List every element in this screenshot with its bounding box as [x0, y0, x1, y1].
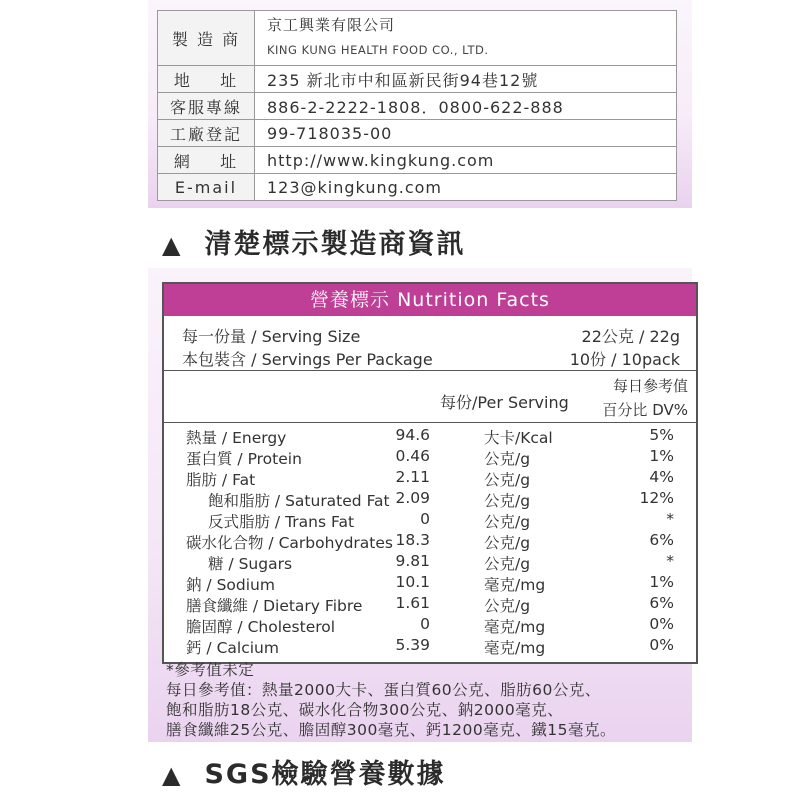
nutrient-unit: 公克/g: [484, 597, 531, 615]
nutrient-row-carbohydrates: [164, 531, 696, 552]
daily-value-header: [602, 374, 688, 422]
nutrient-name: 鈉 / Sodium: [186, 576, 275, 594]
nutrient-row-calcium: [164, 636, 696, 657]
nutrient-dv: 0%: [649, 636, 674, 654]
footnote-line: *參考值未定: [166, 661, 255, 679]
address-value: 235 新北市中和區新民街94巷12號: [255, 66, 677, 93]
nutrient-name: 脂肪 / Fat: [186, 471, 256, 489]
serving-size-label: 每一份量 / Serving Size: [182, 327, 361, 346]
nutrient-dv: 0%: [649, 615, 674, 633]
nutrient-name: 膽固醇 / Cholesterol: [186, 618, 336, 636]
triangle-icon: ▲: [162, 231, 183, 259]
address-label: 地 址: [158, 66, 255, 93]
nutrient-unit: 公克/g: [484, 450, 531, 468]
daily-value-header-line1: 每日參考值: [612, 377, 688, 395]
nutrient-unit: 公克/g: [484, 492, 531, 510]
email-row: [158, 174, 677, 201]
footnote-line: 膳食纖維25公克、膽固醇300毫克、鈣1200毫克、鐵15毫克。: [166, 721, 616, 739]
nutrient-unit: 公克/g: [484, 471, 531, 489]
nutrient-dv: *: [666, 510, 674, 528]
website-label: 網 址: [158, 147, 255, 174]
nutrient-name: 熱量 / Energy: [186, 429, 287, 447]
nutrient-amount: 0: [420, 510, 430, 528]
per-serving-header: 每份/Per Serving: [440, 393, 569, 412]
nutrient-amount: 1.61: [395, 594, 430, 612]
nutrient-row-dietary-fibre: [164, 594, 696, 615]
nutrient-unit: 毫克/mg: [484, 639, 546, 657]
factory-registration-label: 工廠登記: [158, 120, 255, 147]
manufacturer-info-table: [157, 10, 677, 201]
nutrient-name: 反式脂肪 / Trans Fat: [208, 513, 355, 531]
nutrient-dv: 12%: [639, 489, 674, 507]
nutrient-dv: 6%: [649, 531, 674, 549]
nutrition-caption: [162, 752, 446, 791]
nutrient-dv: 6%: [649, 594, 674, 612]
divider: [164, 370, 696, 371]
manufacturer-caption: [162, 222, 465, 261]
nutrient-unit: 公克/g: [484, 534, 531, 552]
nutrient-name: 蛋白質 / Protein: [186, 450, 302, 468]
footnote-line: 飽和脂肪18公克、碳水化合物300公克、鈉2000毫克、: [166, 701, 564, 719]
nutrient-name: 糖 / Sugars: [208, 555, 293, 573]
nutrient-row-fat: [164, 468, 696, 489]
nutrition-facts-title: 營養標示 Nutrition Facts: [164, 284, 696, 316]
nutrient-amount: 94.6: [395, 426, 430, 444]
nutrient-amount: 0.46: [395, 447, 430, 465]
nutrient-row-protein: [164, 447, 696, 468]
nutrient-unit: 毫克/mg: [484, 576, 546, 594]
nutrient-dv: 4%: [649, 468, 674, 486]
nutrient-amount: 9.81: [395, 552, 430, 570]
nutrient-row-cholesterol: [164, 615, 696, 636]
manufacturer-caption-text: 清楚標示製造商資訊: [204, 229, 466, 260]
website-row: [158, 147, 677, 174]
nutrient-amount: 0: [420, 615, 430, 633]
service-line-row: [158, 93, 677, 120]
nutrient-name: 碳水化合物 / Carbohydrates: [186, 534, 393, 552]
nutrient-row-saturated-fat: [164, 489, 696, 510]
company-name-zh: 京工興業有限公司: [267, 15, 396, 34]
nutrient-name: 鈣 / Calcium: [186, 639, 279, 657]
daily-value-header-line2: 百分比 DV%: [602, 401, 688, 419]
email-link[interactable]: 123@kingkung.com: [255, 174, 677, 201]
manufacturer-label: 製 造 商: [158, 11, 255, 66]
footnote-line: 每日參考值：熱量2000大卡、蛋白質60公克、脂肪60公克、: [166, 681, 601, 699]
nutrient-dv: *: [666, 552, 674, 570]
nutrient-unit: 大卡/Kcal: [484, 429, 553, 447]
manufacturer-row: [158, 11, 677, 66]
nutrient-name: 膳食纖維 / Dietary Fibre: [186, 597, 363, 615]
factory-registration-value: 99-718035-00: [255, 120, 677, 147]
manufacturer-value: [255, 11, 677, 66]
nutrient-list: [164, 426, 696, 657]
servings-per-package-value: 10份 / 10pack: [569, 350, 680, 369]
nutrition-facts-box: [162, 282, 698, 664]
nutrient-name: 飽和脂肪 / Saturated Fat: [208, 492, 390, 510]
nutrient-row-trans-fat: [164, 510, 696, 531]
servings-per-package-label: 本包裝含 / Servings Per Package: [182, 350, 433, 369]
email-label: E-mail: [158, 174, 255, 201]
nutrient-row-sugars: [164, 552, 696, 573]
nutrient-row-energy: [164, 426, 696, 447]
nutrient-dv: 1%: [649, 447, 674, 465]
nutrient-dv: 5%: [649, 426, 674, 444]
nutrient-row-sodium: [164, 573, 696, 594]
address-row: [158, 66, 677, 93]
nutrient-unit: 公克/g: [484, 555, 531, 573]
triangle-icon: ▲: [162, 761, 183, 789]
nutrient-unit: 公克/g: [484, 513, 531, 531]
nutrient-amount: 2.09: [395, 489, 430, 507]
divider: [164, 422, 696, 423]
nutrition-caption-text: SGS檢驗營養數據: [204, 759, 446, 790]
nutrient-amount: 5.39: [395, 636, 430, 654]
service-line-value: 886-2-2222-1808．0800-622-888: [255, 93, 677, 120]
nutrient-dv: 1%: [649, 573, 674, 591]
company-name-en: KING KUNG HEALTH FOOD CO., LTD.: [267, 42, 489, 57]
factory-registration-row: [158, 120, 677, 147]
nutrient-unit: 毫克/mg: [484, 618, 546, 636]
serving-size-value: 22公克 / 22g: [581, 327, 680, 346]
website-link[interactable]: http://www.kingkung.com: [255, 147, 677, 174]
nutrient-amount: 2.11: [395, 468, 430, 486]
nutrition-footnote: [166, 660, 696, 740]
nutrient-amount: 10.1: [395, 573, 430, 591]
service-line-label: 客服專線: [158, 93, 255, 120]
nutrient-amount: 18.3: [395, 531, 430, 549]
